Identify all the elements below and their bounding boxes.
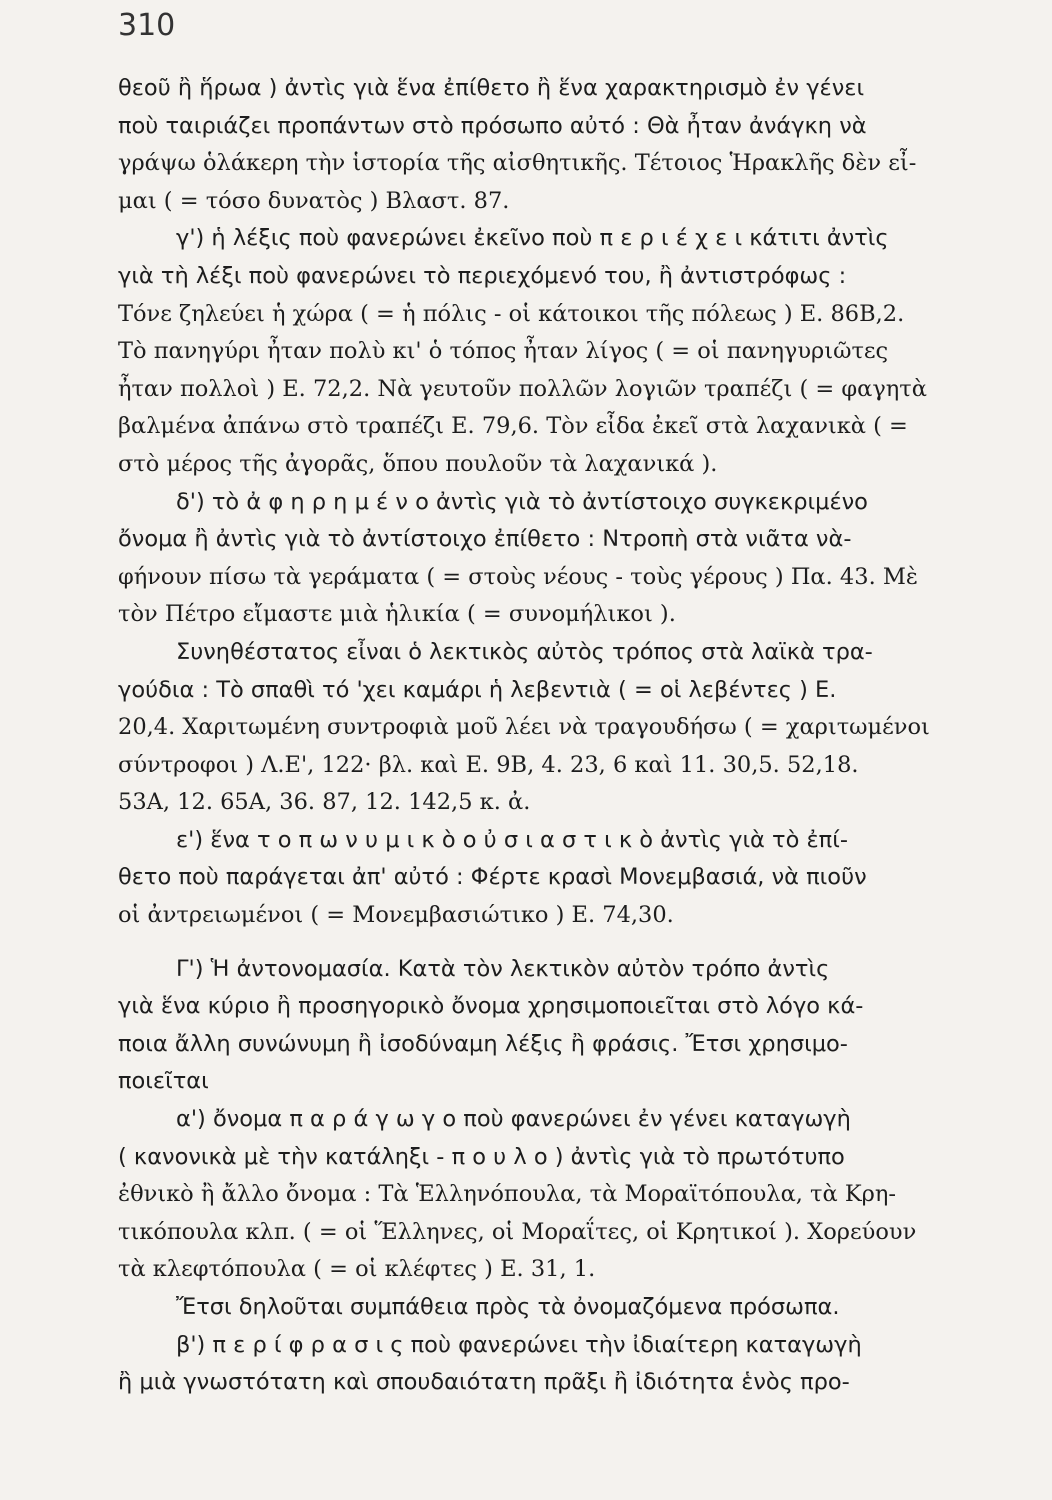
text-line: ( κανονικὰ μὲ τὴν κατάληξι - π ο υ λ ο ) ἀντὶς γιὰ τὸ πρωτότυπο [118, 1143, 845, 1170]
text-line: ἢ μιὰ γνωστότατη καὶ σπουδαιότατη πρᾶξι ἢ ἰδιότητα ἑνὸς προ- [118, 1369, 850, 1396]
text-line: φήνουν πίσω τὰ γεράματα ( = στοὺς νέους - τοὺς γέρους ) Πα. 43. Μὲ [118, 563, 918, 590]
text-line: τὰ κλεφτόπουλα ( = οἱ κλέφτες ) Ε. 31, 1. [118, 1256, 596, 1283]
text-line: Τὸ πανηγύρι ἦταν πολὺ κι' ὁ τόπος ἦταν λίγος ( = οἱ πανηγυριῶτες [118, 338, 889, 365]
text-line: ἦταν πολλοὶ ) Ε. 72,2. Νὰ γευτοῦν πολλῶν λογιῶν τραπέζι ( = φαγητὰ [118, 375, 927, 402]
text-line: στὸ μέρος τῆς ἀγορᾶς, ὅπου πουλοῦν τὰ λαχανικά ). [118, 450, 718, 477]
body-text [118, 70, 1018, 1402]
text-line: α') ὄνομα π α ρ ά γ ω γ ο ποὺ φανερώνει ἐν γένει καταγωγὴ [176, 1106, 851, 1133]
text-line: ποια ἄλλη συνώνυμη ἢ ἰσοδύναμη λέξις ἢ φράσις. Ἔτσι χρησιμο- [118, 1030, 848, 1057]
text-line: θεοῦ ἢ ἥρωα ) ἀντὶς γιὰ ἕνα ἐπίθετο ἢ ἕνα χαρακτηρισμὸ ἐν γένει [118, 75, 865, 101]
text-line: τὸν Πέτρο εἴμαστε μιὰ ἡλικία ( = συνομήλικοι ). [118, 601, 676, 628]
text-line: σύντροφοι ) Λ.Ε', 122· βλ. καὶ Ε. 9Β, 4. 23, 6 καὶ 11. 30,5. 52,18. [118, 751, 859, 778]
text-line: Συνηθέστατος εἶναι ὁ λεκτικὸς αὐτὸς τρόπος στὰ λαϊκὰ τρα- [176, 638, 873, 665]
text-line: γράψω ὁλάκερη τὴν ἱστορία τῆς αἰσθητικῆς. Τέτοιος Ἡρακλῆς δὲν εἶ- [118, 150, 917, 177]
text-line: γ') ἡ λέξις ποὺ φανερώνει ἐκεῖνο ποὺ π ε ρ ι έ χ ε ι κάτιτι ἀντὶς [176, 225, 889, 252]
text-line: γιὰ τὴ λέξι ποὺ φανερώνει τὸ περιεχόμενό του, ἢ ἀντιστρόφως : [118, 262, 847, 289]
text-line: μαι ( = τόσο δυνατὸς ) Βλαστ. 87. [118, 187, 510, 214]
text-line: ποιεῖται [118, 1068, 209, 1095]
text-line: ἐθνικὸ ἢ ἄλλο ὄνομα : Τὰ Ἑλληνόπουλα, τὰ Μοραϊτόπουλα, τὰ Κρη- [118, 1181, 896, 1208]
page-number: 310 [118, 8, 176, 43]
text-line: Τόνε ζηλεύει ἡ χώρα ( = ἡ πόλις - οἱ κάτοικοι τῆς πόλεως ) Ε. 86Β,2. [118, 300, 905, 327]
text-line: γιὰ ἕνα κύριο ἢ προσηγορικὸ ὄνομα χρησιμοποιεῖται στὸ λόγο κά- [118, 993, 864, 1020]
text-line: β') π ε ρ ί φ ρ α σ ι ς ποὺ φανερώνει τὴν ἰδιαίτερη καταγωγὴ [176, 1331, 862, 1358]
section-heading-line: Γ') Ἡ ἀντονομασία. Κατὰ τὸν λεκτικὸν αὐτὸν τρόπο ἀντὶς [176, 955, 830, 982]
text-line: 20,4. Χαριτωμένη συντροφιὰ μοῦ λέει νὰ τραγουδήσω ( = χαριτωμένοι [118, 714, 930, 741]
text-line: ε') ἕνα τ ο π ω ν υ μ ι κ ὸ ο ὐ σ ι α σ τ ι κ ὸ ἀντὶς γιὰ τὸ ἐπί- [176, 826, 848, 853]
text-line: ὄνομα ἢ ἀντὶς γιὰ τὸ ἀντίστοιχο ἐπίθετο : Ντροπὴ στὰ νιᾶτα νὰ- [118, 526, 852, 553]
text-line: ποὺ ταιριάζει προπάντων στὸ πρόσωπο αὐτό : Θὰ ἦταν ἀνάγκη νὰ [118, 112, 867, 139]
text-line: δ') τὸ ἀ φ η ρ η μ έ ν ο ἀντὶς γιὰ τὸ ἀντίστοιχο συγκεκριμένο [176, 488, 868, 515]
text-line: θετο ποὺ παράγεται ἀπ' αὐτό : Φέρτε κρασὶ Μονεμβασιά, νὰ πιοῦν [118, 864, 867, 891]
text-line: βαλμένα ἀπάνω στὸ τραπέζι Ε. 79,6. Τὸν εἶδα ἐκεῖ στὰ λαχανικὰ ( = [118, 413, 908, 440]
text-line: τικόπουλα κλπ. ( = οἱ Ἕλληνες, οἱ Μοραΐτες, οἱ Κρητικοί ). Χορεύουν [118, 1218, 917, 1245]
text-line: γούδια : Τὸ σπαθὶ τό 'χει καμάρι ἡ λεβεντιὰ ( = οἱ λεβέντες ) Ε. [118, 676, 837, 703]
text-line: οἱ ἀντρειωμένοι ( = Μονεμβασιώτικο ) Ε. 74,30. [118, 902, 674, 929]
text-line: Ἔτσι δηλοῦται συμπάθεια πρὸς τὰ ὀνομαζόμενα πρόσωπα. [176, 1294, 840, 1320]
text-line: 53Α, 12. 65Α, 36. 87, 12. 142,5 κ. ἀ. [118, 789, 531, 816]
